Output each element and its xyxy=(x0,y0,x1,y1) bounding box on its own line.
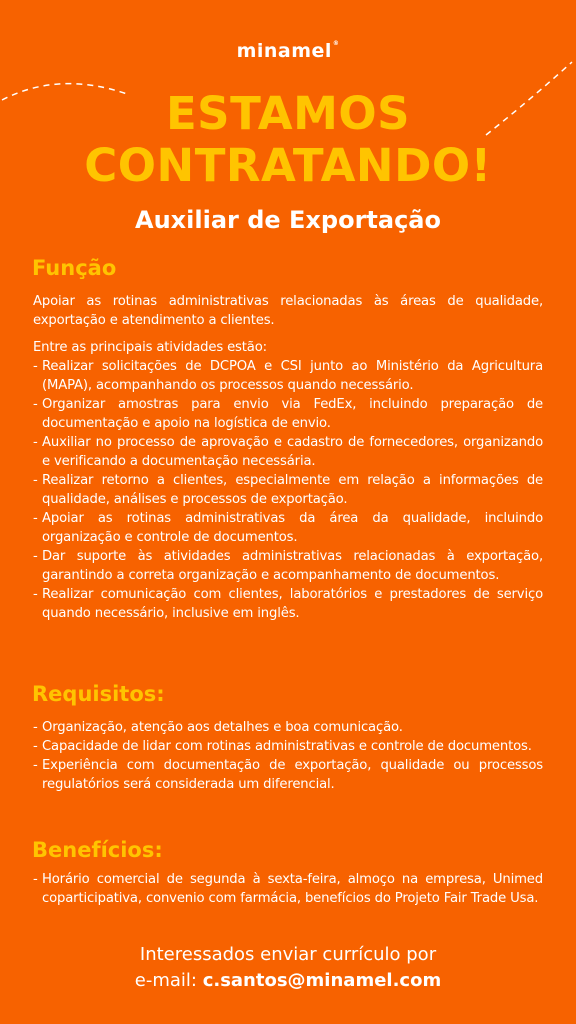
beneficios-list xyxy=(33,870,543,908)
list-item: - Realizar solicitações de DCPOA e CSI junto ao Ministério da Agricultura (MAPA), acompanhando os processos quando necessário. xyxy=(33,357,543,395)
funcao-intro: Apoiar as rotinas administrativas relacionadas às áreas de qualidade, exportação e atendimento a clientes. xyxy=(33,294,543,328)
contact-line-2 xyxy=(0,968,576,994)
contact-info xyxy=(0,942,576,994)
beneficios-heading: Benefícios: xyxy=(32,838,163,862)
email-prefix: e-mail: xyxy=(134,970,203,991)
requisitos-list xyxy=(33,718,543,794)
list-item: - Realizar retorno a clientes, especialmente em relação a informações de qualidade, análises e processos de exportação. xyxy=(33,471,543,509)
headline-line-1: ESTAMOS xyxy=(165,87,411,140)
registered-mark: ® xyxy=(332,40,340,47)
brand-logo xyxy=(0,40,576,62)
list-item: - Dar suporte às atividades administrativas relacionadas à exportação, garantindo a correta organização e acompanhamento de documentos. xyxy=(33,547,543,585)
contact-email[interactable]: c.santos@minamel.com xyxy=(202,970,442,991)
list-item: - Organização, atenção aos detalhes e boa comunicação. xyxy=(33,718,543,737)
requisitos-heading: Requisitos: xyxy=(32,682,165,706)
list-item: - Horário comercial de segunda à sexta-feira, almoço na empresa, Unimed coparticipativa, convenio com farmácia, benefícios do Projeto Fair Trade Usa. xyxy=(33,870,543,908)
funcao-heading: Função xyxy=(32,256,117,280)
funcao-list xyxy=(33,357,543,623)
list-item: - Realizar comunicação com clientes, laboratórios e prestadores de serviço quando necessário, inclusive em inglês. xyxy=(33,585,543,623)
beneficios-section xyxy=(33,870,543,908)
brand-name: minamel xyxy=(236,40,332,62)
job-title: Auxiliar de Exportação xyxy=(135,206,441,234)
list-item: - Apoiar as rotinas administrativas da área da qualidade, incluindo organização e controle de documentos. xyxy=(33,509,543,547)
list-item: - Capacidade de lidar com rotinas administrativas e controle de documentos. xyxy=(33,737,543,756)
list-item: - Auxiliar no processo de aprovação e cadastro de fornecedores, organizando e verificando a documentação necessária. xyxy=(33,433,543,471)
headline-line-2: CONTRATANDO! xyxy=(84,139,492,192)
funcao-list-intro: Entre as principais atividades estão: xyxy=(33,340,267,355)
list-item: - Organizar amostras para envio via FedEx, incluindo preparação de documentação e apoio na logística de envio. xyxy=(33,395,543,433)
requisitos-section xyxy=(33,718,543,794)
contact-line-1: Interessados enviar currículo por xyxy=(139,944,437,965)
list-item: - Experiência com documentação de exportação, qualidade ou processos regulatórios será considerada um diferencial. xyxy=(33,756,543,794)
funcao-section xyxy=(33,292,543,623)
headline xyxy=(0,88,576,192)
